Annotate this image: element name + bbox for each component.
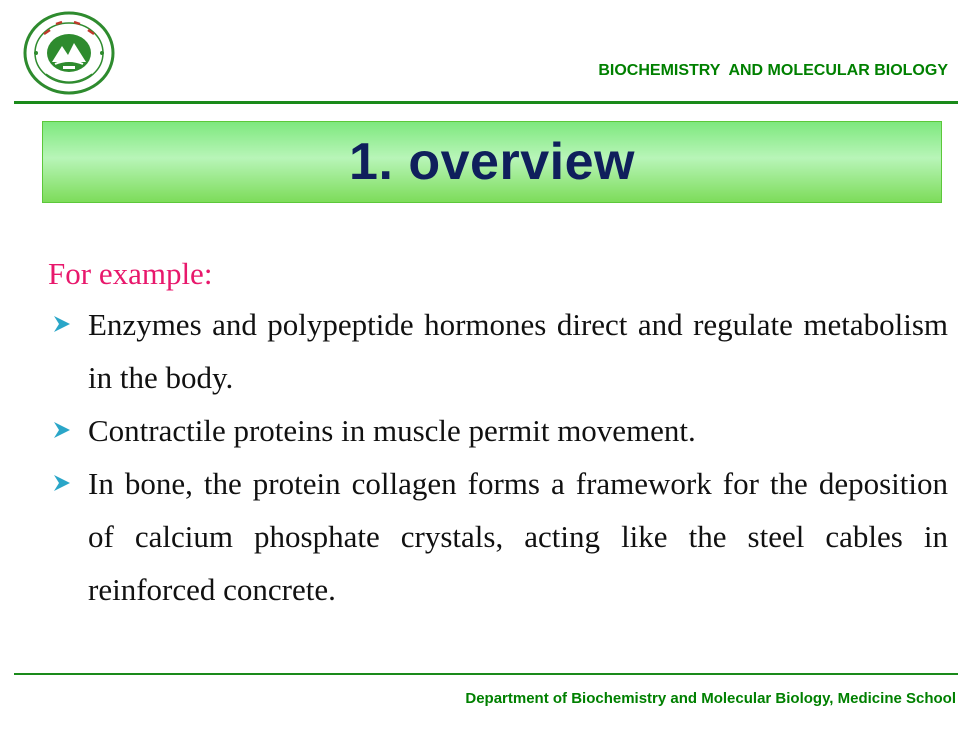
slide-title: 1. overview	[349, 133, 635, 191]
course-title: BIOCHEMISTRY AND MOLECULAR BIOLOGY	[598, 62, 948, 79]
arrow-bullet-icon	[48, 298, 88, 351]
bullet-text: Contractile proteins in muscle permit movement.	[88, 413, 696, 448]
bullet-item	[48, 457, 948, 616]
intro-text: For example:	[48, 256, 213, 291]
bullet-item	[48, 298, 948, 404]
bullet-text: Enzymes and polypeptide hormones direct and regulate metabolism in the body.	[88, 307, 948, 395]
arrow-bullet-icon	[48, 457, 88, 510]
slide-content	[48, 250, 948, 616]
university-logo-icon	[22, 10, 116, 96]
footer-department: Department of Biochemistry and Molecular Biology, Medicine School	[465, 690, 956, 707]
bullet-item	[48, 404, 948, 457]
footer-divider	[14, 673, 958, 675]
arrow-bullet-icon	[48, 404, 88, 457]
header-divider	[14, 101, 958, 104]
bullet-text: In bone, the protein collagen forms a framework for the deposition of calcium phosphate crystals, acting like the steel cables in reinforced concrete.	[88, 466, 948, 607]
title-banner	[42, 121, 942, 203]
